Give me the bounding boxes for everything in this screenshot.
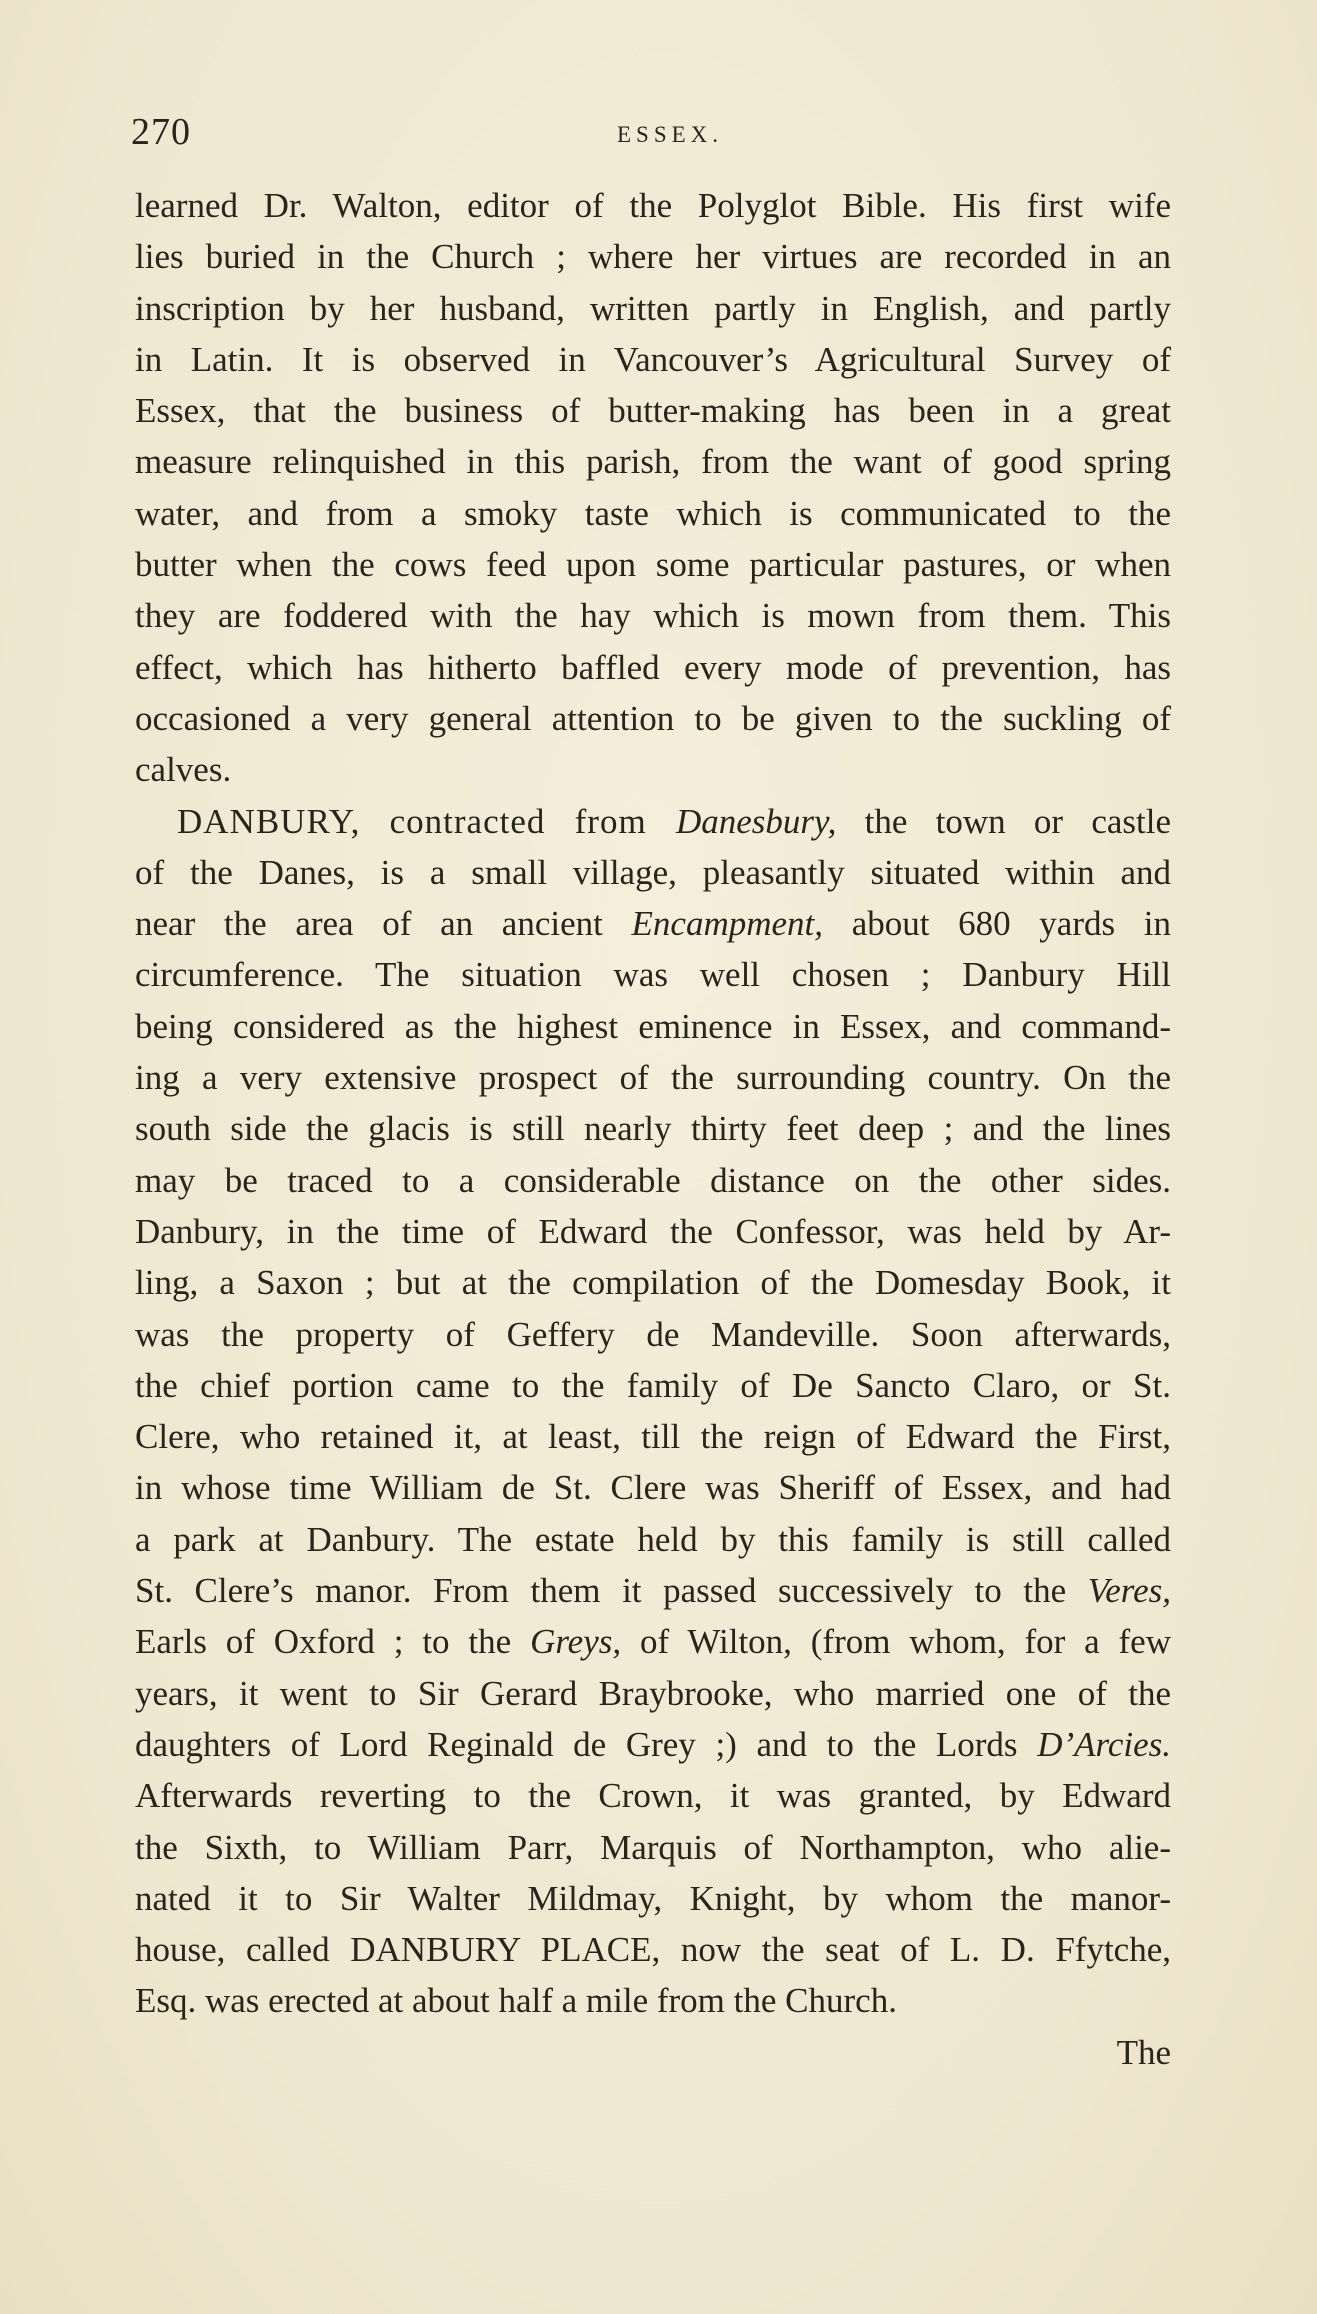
text-line: learned Dr. Walton, editor of the Polyglot Bible. His first wife xyxy=(135,186,1171,225)
text-line: in whose time William de St. Clere was Sheriff of Essex, and had xyxy=(135,1468,1171,1508)
italic-family-name: Greys, xyxy=(530,1622,622,1662)
paragraph-start-line xyxy=(135,796,1171,847)
text-run: near the area of an ancient xyxy=(135,904,632,944)
text-line: south side the glacis is still nearly thirty feet deep ; and the lines xyxy=(135,1109,1171,1149)
text-line: Afterwards reverting to the Crown, it was granted, by Edward xyxy=(135,1776,1171,1816)
text-run: DANBURY, contracted from xyxy=(177,801,676,841)
text-line: house, called DANBURY PLACE, now the seat of L. D. Ffytche, xyxy=(135,1930,1171,1970)
text-line xyxy=(135,1616,1171,1667)
text-run: of Wilton, (from whom, for a few xyxy=(621,1622,1171,1662)
text-line: may be traced to a considerable distance on the other sides. xyxy=(135,1160,1171,1200)
text-line: nated it to Sir Walter Mildmay, Knight, by whom the manor- xyxy=(135,1878,1171,1918)
text-run: Earls of Oxford ; to the xyxy=(135,1622,531,1662)
text-line: ling, a Saxon ; but at the compilation of the Domesday Book, it xyxy=(135,1263,1171,1303)
text-line: effect, which has hitherto baffled every mode of prevention, has xyxy=(135,647,1171,687)
text-line: lies buried in the Church ; where her virtues are recorded in an xyxy=(135,237,1171,277)
text-line: calves. xyxy=(135,750,232,790)
text-line: circumference. The situation was well chosen ; Danbury Hill xyxy=(135,955,1171,995)
text-run: about 680 yards in xyxy=(823,904,1171,944)
italic-family-name: D’Arcies. xyxy=(1037,1724,1171,1764)
text-line: measure relinquished in this parish, from the want of good spring xyxy=(135,442,1171,482)
running-head: ESSEX. xyxy=(617,122,724,147)
text-line xyxy=(135,898,1171,949)
text-line xyxy=(135,1719,1171,1770)
page-number: 270 xyxy=(131,111,191,153)
text-line: Essex, that the business of butter-making has been in a great xyxy=(135,391,1171,431)
text-line: Clere, who retained it, at least, till the reign of Edward the First, xyxy=(135,1417,1171,1457)
italic-term: Encampment, xyxy=(631,904,824,944)
text-run: St. Clere’s manor. From them it passed successively to the xyxy=(135,1571,1088,1611)
text-line: years, it went to Sir Gerard Braybrooke, who married one of the xyxy=(135,1673,1171,1713)
text-line: Esq. was erected at about half a mile from the Church. xyxy=(135,1981,897,2021)
text-line: water, and from a smoky taste which is communicated to the xyxy=(135,493,1171,533)
text-line: of the Danes, is a small village, pleasantly situated within and xyxy=(135,852,1171,892)
text-line: they are foddered with the hay which is mown from them. This xyxy=(135,596,1171,636)
text-line: the chief portion came to the family of De Sancto Claro, or St. xyxy=(135,1365,1171,1405)
text-line: was the property of Geffery de Mandeville. Soon afterwards, xyxy=(135,1314,1171,1354)
text-line: occasioned a very general attention to be given to the suckling of xyxy=(135,698,1171,738)
text-line: a park at Danbury. The estate held by this family is still called xyxy=(135,1519,1171,1559)
text-run: daughters of Lord Reginald de Grey ;) and to the Lords xyxy=(135,1724,1038,1764)
page-header xyxy=(131,110,1171,160)
text-line: butter when the cows feed upon some particular pastures, or when xyxy=(135,545,1171,585)
text-line: ing a very extensive prospect of the surrounding country. On the xyxy=(135,1058,1171,1098)
text-line: Danbury, in the time of Edward the Confessor, was held by Ar- xyxy=(135,1211,1171,1251)
italic-place-name: Danesbury, xyxy=(675,801,837,841)
catchword: The xyxy=(1116,2032,1171,2072)
text-line: in Latin. It is observed in Vancouver’s Agricultural Survey of xyxy=(135,339,1171,379)
body-text xyxy=(135,180,1171,2078)
text-run: the town or castle xyxy=(836,801,1171,841)
text-line xyxy=(135,1565,1171,1616)
text-line: the Sixth, to William Parr, Marquis of Northampton, who alie- xyxy=(135,1827,1171,1867)
text-line: being considered as the highest eminence in Essex, and command- xyxy=(135,1006,1171,1046)
italic-family-name: Veres, xyxy=(1087,1571,1171,1611)
text-line: inscription by her husband, written partly in English, and partly xyxy=(135,288,1171,328)
